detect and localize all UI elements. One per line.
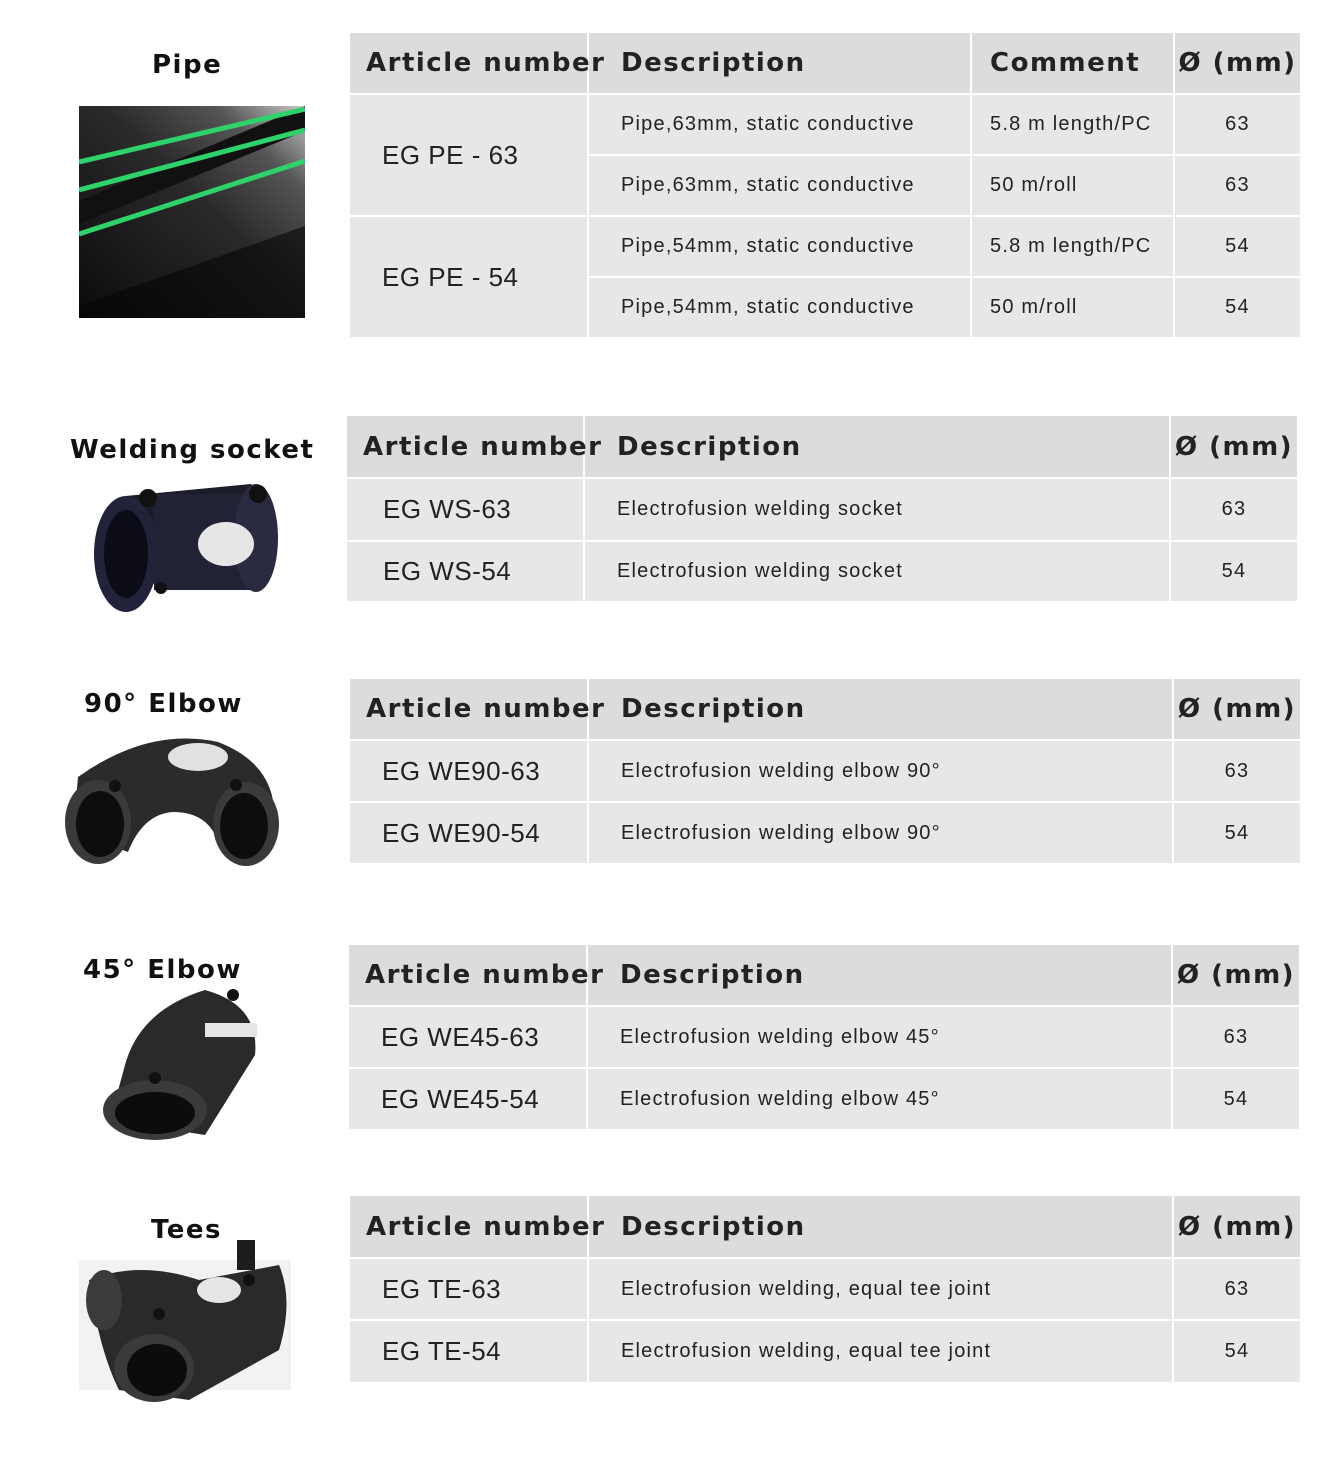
tees-image (79, 1240, 291, 1410)
table-row (348, 1006, 1300, 1068)
description-cell: Electrofusion welding elbow 45° (587, 1068, 1172, 1130)
diameter-cell: 63 (1173, 1258, 1301, 1320)
header-description: Description (587, 944, 1172, 1006)
table-row (349, 802, 1301, 864)
elbow-45-table (347, 943, 1301, 1131)
elbow-45-section-title: 45° Elbow (83, 955, 242, 985)
header-article-number: Article number (346, 415, 584, 478)
diameter-cell: 63 (1173, 740, 1301, 802)
header-comment: Comment (971, 32, 1174, 94)
article-number-cell: EG WS-54 (346, 541, 584, 602)
table-row (349, 740, 1301, 802)
comment-cell: 50 m/roll (971, 155, 1174, 216)
pipe-image (79, 106, 305, 318)
description-cell: Electrofusion welding elbow 90° (588, 802, 1173, 864)
comment-cell: 50 m/roll (971, 277, 1174, 338)
diameter-cell: 63 (1172, 1006, 1300, 1068)
description-cell: Electrofusion welding elbow 90° (588, 740, 1173, 802)
article-number-cell: EG WE45-54 (348, 1068, 587, 1130)
description-cell: Pipe,63mm, static conductive (588, 155, 971, 216)
table-row (346, 478, 1298, 541)
diameter-cell: 54 (1173, 1320, 1301, 1383)
article-number-cell: EG PE - 63 (349, 94, 588, 216)
table-row (346, 541, 1298, 602)
tees-section-title: Tees (151, 1215, 223, 1245)
diameter-cell: 54 (1174, 277, 1301, 338)
welding-socket-table (345, 414, 1299, 603)
elbow-45-image (95, 985, 265, 1145)
welding-socket-image (86, 476, 286, 621)
header-diameter: Ø (mm) (1172, 944, 1300, 1006)
article-number-cell: EG WE45-63 (348, 1006, 587, 1068)
header-diameter: Ø (mm) (1173, 1195, 1301, 1258)
diameter-cell: 63 (1174, 155, 1301, 216)
description-cell: Electrofusion welding elbow 45° (587, 1006, 1172, 1068)
diameter-cell: 54 (1174, 216, 1301, 277)
article-number-cell: EG WE90-63 (349, 740, 588, 802)
diameter-cell: 54 (1172, 1068, 1300, 1130)
table-row (348, 1068, 1300, 1130)
header-description: Description (588, 1195, 1173, 1258)
description-cell: Electrofusion welding, equal tee joint (588, 1320, 1173, 1383)
welding-socket-section-title: Welding socket (70, 435, 315, 465)
article-number-cell: EG WS-63 (346, 478, 584, 541)
article-number-cell: EG WE90-54 (349, 802, 588, 864)
diameter-cell: 54 (1173, 802, 1301, 864)
header-article-number: Article number (349, 678, 588, 740)
header-description: Description (588, 678, 1173, 740)
article-number-cell: EG TE-54 (349, 1320, 588, 1383)
header-diameter: Ø (mm) (1174, 32, 1301, 94)
table-row (349, 1258, 1301, 1320)
elbow-90-table (348, 677, 1302, 865)
header-description: Description (588, 32, 971, 94)
pipe-section-title: Pipe (152, 50, 223, 80)
elbow-90-section-title: 90° Elbow (84, 689, 243, 719)
table-row (349, 1320, 1301, 1383)
header-article-number: Article number (349, 32, 588, 94)
description-cell: Pipe,54mm, static conductive (588, 277, 971, 338)
description-cell: Pipe,54mm, static conductive (588, 216, 971, 277)
description-cell: Electrofusion welding socket (584, 478, 1170, 541)
description-cell: Electrofusion welding socket (584, 541, 1170, 602)
description-cell: Electrofusion welding, equal tee joint (588, 1258, 1173, 1320)
article-number-cell: EG PE - 54 (349, 216, 588, 338)
header-article-number: Article number (349, 1195, 588, 1258)
table-row (349, 94, 1301, 155)
header-diameter: Ø (mm) (1173, 678, 1301, 740)
article-number-cell: EG TE-63 (349, 1258, 588, 1320)
diameter-cell: 63 (1174, 94, 1301, 155)
pipe-table (348, 31, 1302, 339)
header-article-number: Article number (348, 944, 587, 1006)
header-diameter: Ø (mm) (1170, 415, 1298, 478)
tees-table (348, 1194, 1302, 1384)
diameter-cell: 63 (1170, 478, 1298, 541)
table-row (349, 216, 1301, 277)
description-cell: Pipe,63mm, static conductive (588, 94, 971, 155)
comment-cell: 5.8 m length/PC (971, 216, 1174, 277)
header-description: Description (584, 415, 1170, 478)
elbow-90-image (58, 722, 288, 872)
comment-cell: 5.8 m length/PC (971, 94, 1174, 155)
diameter-cell: 54 (1170, 541, 1298, 602)
